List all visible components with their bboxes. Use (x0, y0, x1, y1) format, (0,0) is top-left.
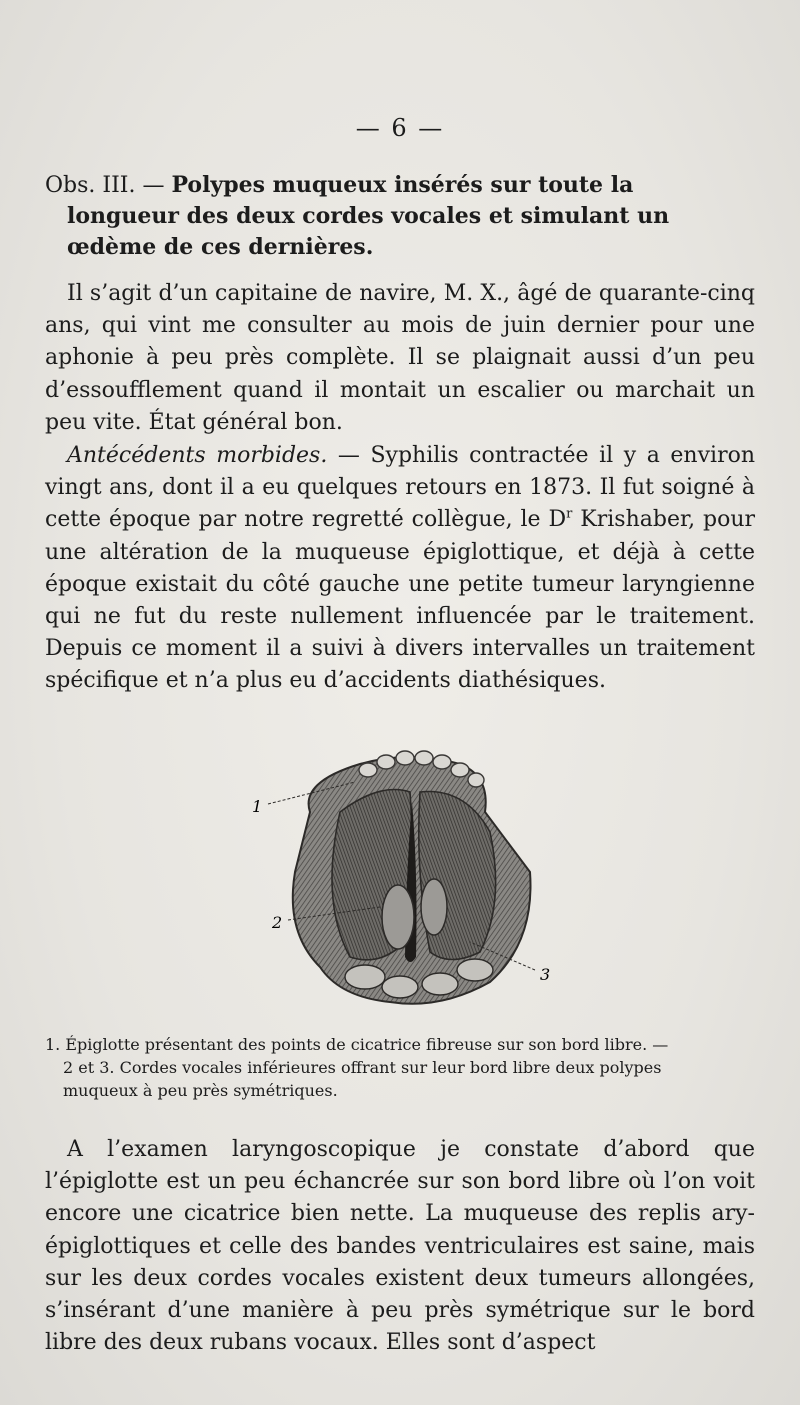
page-number: — 6 — (355, 114, 445, 142)
doctor-superscript: r (566, 507, 573, 523)
caption-line-1: 1. Épiglotte présentant des points de cicatrice fibreuse sur son bord libre. — (45, 1035, 669, 1054)
observation-title-line1: Polypes muqueux insérés sur toute la (171, 172, 634, 198)
caption-line-3: muqueux à peu près symétriques. (63, 1081, 338, 1100)
figure-caption (45, 1033, 760, 1102)
figure-label-2: 2 (272, 913, 283, 932)
paragraph-case-description: Il s’agit d’un capitaine de navire, M. X., âgé de quarante-cinq ans, qui vint me consulter au mois de juin dernier pour une aphonie à peu près complète. Il se plaignait aussi d’un peu d’essoufflement quand il montait un escalier ou marchait un peu vite. État général bon. (45, 281, 755, 435)
observation-heading (45, 170, 755, 263)
paragraph-laryngoscopic-exam: A l’examen laryngoscopique je constate d’abord que l’épiglotte est un peu échancrée sur son bord libre où l’on voit encore une cicatrice bien nette. La muqueuse des replis ary-épiglottiques et celle des bandes ventriculaires est saine, mais sur les deux cordes vocales existent deux tumeurs allongées, s’insérant d’une manière à peu près symétrique sur le bord libre des deux rubans vocaux. Elles sont d’aspect (45, 1137, 755, 1356)
larynx-drawing (240, 742, 570, 1012)
observation-label: Obs. III. — (45, 173, 165, 198)
paragraph-antecedents (45, 440, 755, 698)
observation-title-line3: œdème de ces dernières. (67, 234, 374, 260)
observation-title-line2: longueur des deux cordes vocales et simulant un (67, 203, 670, 229)
figure-label-3: 3 (540, 965, 551, 984)
antecedents-text-a: — Syphilis contractée il y a environ vingt ans, dont il a eu quelques retours en 1873. Il fut soigné à cette époque par notre regretté collègue, le D (45, 443, 755, 533)
figure-label-1: 1 (252, 797, 263, 816)
larynx-illustration (240, 742, 570, 1012)
caption-line-2: 2 et 3. Cordes vocales inférieures offrant sur leur bord libre deux polypes (63, 1058, 662, 1077)
antecedents-heading: Antécédents morbides. (67, 443, 328, 468)
antecedents-text-b: Krishaber, pour une altération de la muqueuse épiglottique, et déjà à cette époque existait du côté gauche une petite tumeur laryngienne qui ne fut du reste nullement influencée par le traitement. Depuis ce moment il a suivi à divers intervalles un traitement spécifique et n’a plus eu d’accidents diathésiques. (45, 507, 756, 694)
